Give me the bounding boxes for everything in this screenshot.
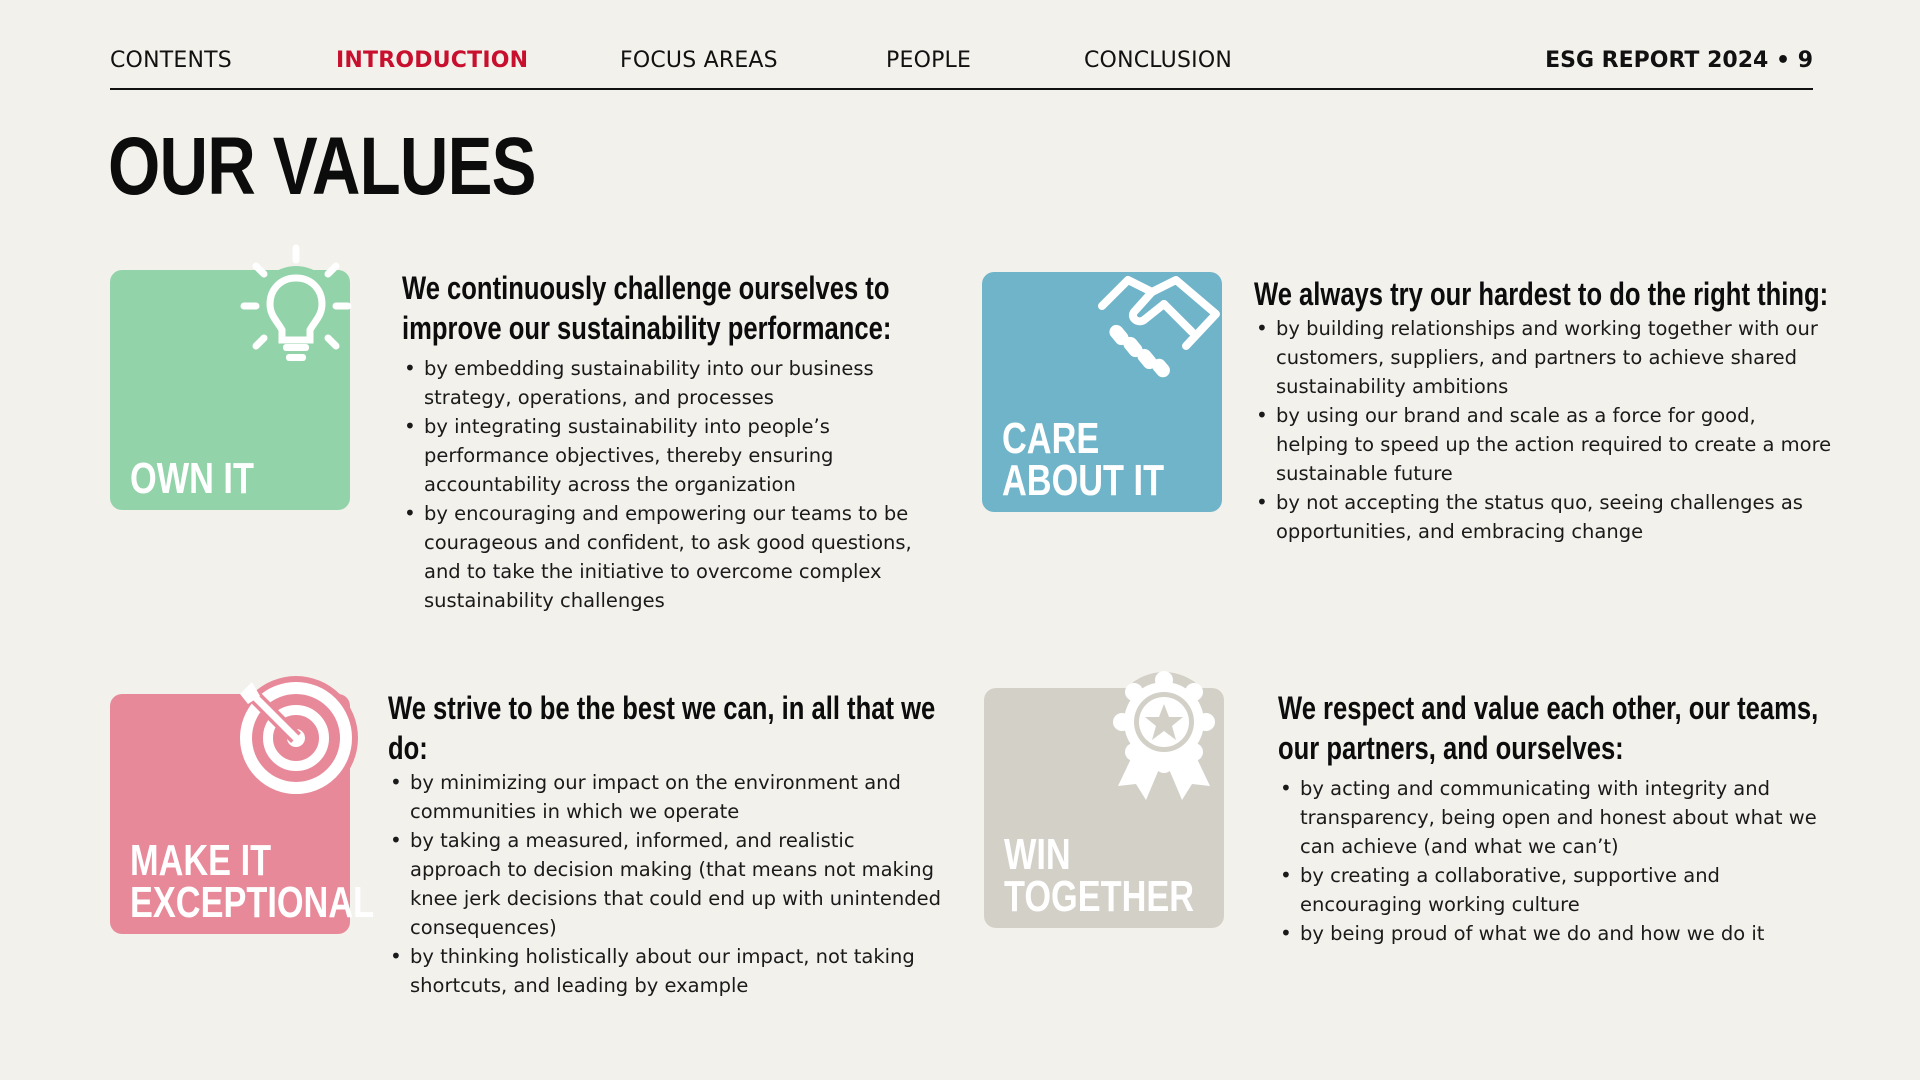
- list-item: • by minimizing our impact on the environment and communities in which we operate: [388, 768, 948, 826]
- value-block-make-it-exceptional: [388, 688, 948, 1000]
- value-card-label: MAKE IT EXCEPTIONAL: [130, 836, 375, 927]
- value-heading: We strive to be the best we can, in all that we do:: [388, 690, 936, 766]
- list-item: • by not accepting the status quo, seeing challenges as opportunities, and embracing change: [1254, 488, 1834, 546]
- value-bullet-list: [1278, 774, 1838, 948]
- list-item: • by taking a measured, informed, and realistic approach to decision making (that means not making knee jerk decisions that could end up with unintended consequences): [388, 826, 948, 942]
- list-item: • by building relationships and working together with our customers, suppliers, and partners to achieve shared sustainability ambitions: [1254, 314, 1834, 401]
- list-item: • by being proud of what we do and how we do it: [1278, 919, 1838, 948]
- value-card-label: WIN TOGETHER: [1004, 830, 1195, 921]
- value-card-care-about-it: [982, 272, 1222, 512]
- value-card-win-together: [984, 688, 1224, 928]
- value-card-own-it: [110, 270, 350, 510]
- page-title: OUR VALUES: [108, 121, 536, 212]
- value-heading: We always try our hardest to do the right thing:: [1254, 276, 1829, 312]
- nav-contents[interactable]: CONTENTS: [110, 48, 232, 73]
- list-item: • by thinking holistically about our impact, not taking shortcuts, and leading by example: [388, 942, 948, 1000]
- value-bullet-list: [388, 768, 948, 1000]
- value-block-care-about-it: [1254, 274, 1834, 546]
- value-heading: We respect and value each other, our teams, our partners, and ourselves:: [1278, 690, 1819, 766]
- value-block-own-it: [402, 268, 922, 615]
- value-card-label: CARE ABOUT IT: [1002, 414, 1165, 505]
- award-ribbon-icon: [1104, 666, 1224, 814]
- list-item: • by creating a collaborative, supportive and encouraging working culture: [1278, 861, 1838, 919]
- handshake-icon: [1094, 262, 1224, 382]
- value-card-label: OWN IT: [130, 454, 254, 503]
- list-item: • by integrating sustainability into people’s performance objectives, thereby ensuring accountability across the organization: [402, 412, 922, 499]
- nav-focus-areas[interactable]: FOCUS AREAS: [620, 48, 778, 73]
- nav-introduction[interactable]: INTRODUCTION: [336, 48, 529, 73]
- list-item: • by using our brand and scale as a force for good, helping to speed up the action required to create a more sustainable future: [1254, 401, 1834, 488]
- value-block-win-together: [1278, 688, 1838, 948]
- target-icon: [226, 672, 360, 806]
- list-item: • by encouraging and empowering our teams to be courageous and confident, to ask good questions, and to take the initiative to overcome complex sustainability challenges: [402, 499, 922, 615]
- value-card-make-it-exceptional: [110, 694, 375, 934]
- nav-conclusion[interactable]: CONCLUSION: [1084, 48, 1232, 73]
- report-page-label: ESG REPORT 2024 • 9: [1545, 48, 1813, 73]
- value-bullet-list: [1254, 314, 1834, 546]
- list-item: • by acting and communicating with integrity and transparency, being open and honest about what we can achieve (and what we can’t): [1278, 774, 1838, 861]
- value-bullet-list: [402, 354, 922, 615]
- list-item: • by embedding sustainability into our business strategy, operations, and processes: [402, 354, 922, 412]
- top-navigation: [110, 44, 1813, 90]
- nav-people[interactable]: PEOPLE: [886, 48, 972, 73]
- lightbulb-icon: [240, 244, 360, 384]
- value-heading: We continuously challenge ourselves to improve our sustainability performance:: [402, 270, 892, 346]
